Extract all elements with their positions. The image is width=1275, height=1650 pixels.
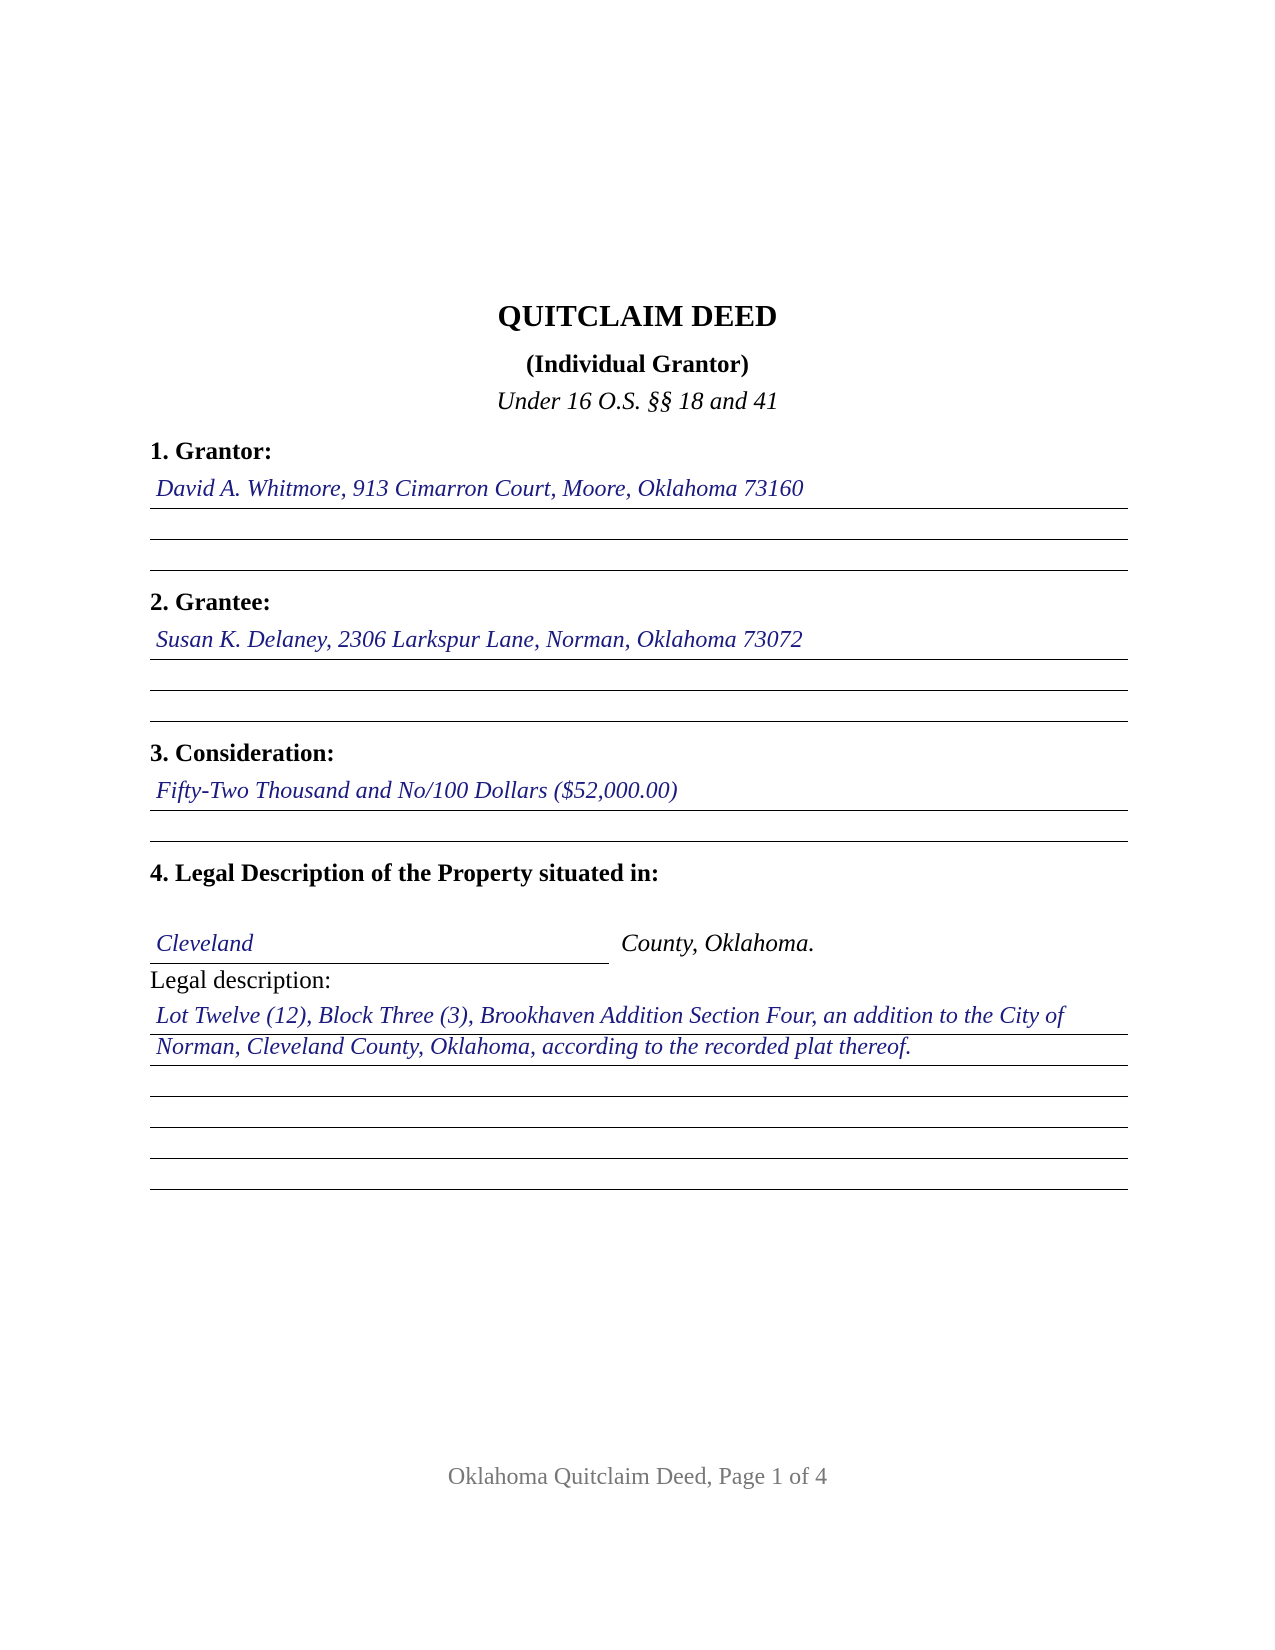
legal-line-2 bbox=[150, 1065, 1128, 1066]
grantor-line-3 bbox=[150, 570, 1128, 571]
grantor-field[interactable]: David A. Whitmore, 913 Cimarron Court, Moore, Oklahoma 73160 bbox=[156, 476, 804, 502]
consideration-field[interactable]: Fifty-Two Thousand and No/100 Dollars ($52,000.00) bbox=[156, 778, 678, 804]
legal-line-6 bbox=[150, 1189, 1128, 1190]
grantee-line-3 bbox=[150, 721, 1128, 722]
grantee-line-2 bbox=[150, 690, 1128, 691]
legal-line-5 bbox=[150, 1158, 1128, 1159]
page-footer: Oklahoma Quitclaim Deed, Page 1 of 4 bbox=[447, 1464, 828, 1490]
document-title: QUITCLAIM DEED bbox=[497, 298, 778, 333]
grantor-line-2 bbox=[150, 539, 1128, 540]
grantee-heading: 2. Grantee: bbox=[150, 589, 271, 616]
legal-description-line-1[interactable]: Lot Twelve (12), Block Three (3), Brookhaven Addition Section Four, an addition to the City of bbox=[156, 1003, 1064, 1029]
consideration-line-2 bbox=[150, 841, 1128, 842]
consideration-heading: 3. Consideration: bbox=[150, 740, 335, 767]
county-line bbox=[150, 963, 609, 964]
legal-line-4 bbox=[150, 1127, 1128, 1128]
legal-description-label: Legal description: bbox=[150, 967, 332, 994]
legal-line-3 bbox=[150, 1096, 1128, 1097]
county-suffix: County, Oklahoma. bbox=[621, 930, 815, 957]
grantor-heading: 1. Grantor: bbox=[150, 438, 273, 465]
statute-reference: Under 16 O.S. §§ 18 and 41 bbox=[496, 388, 779, 415]
grantee-line-1 bbox=[150, 659, 1128, 660]
county-field[interactable]: Cleveland bbox=[156, 931, 254, 957]
grantee-field[interactable]: Susan K. Delaney, 2306 Larkspur Lane, Norman, Oklahoma 73072 bbox=[156, 627, 803, 653]
legal-description-heading: 4. Legal Description of the Property situated in: bbox=[150, 860, 660, 887]
consideration-line-1 bbox=[150, 810, 1128, 811]
document-subtitle: (Individual Grantor) bbox=[526, 351, 749, 378]
grantor-line-1 bbox=[150, 508, 1128, 509]
legal-description-line-2[interactable]: Norman, Cleveland County, Oklahoma, according to the recorded plat thereof. bbox=[156, 1034, 912, 1060]
